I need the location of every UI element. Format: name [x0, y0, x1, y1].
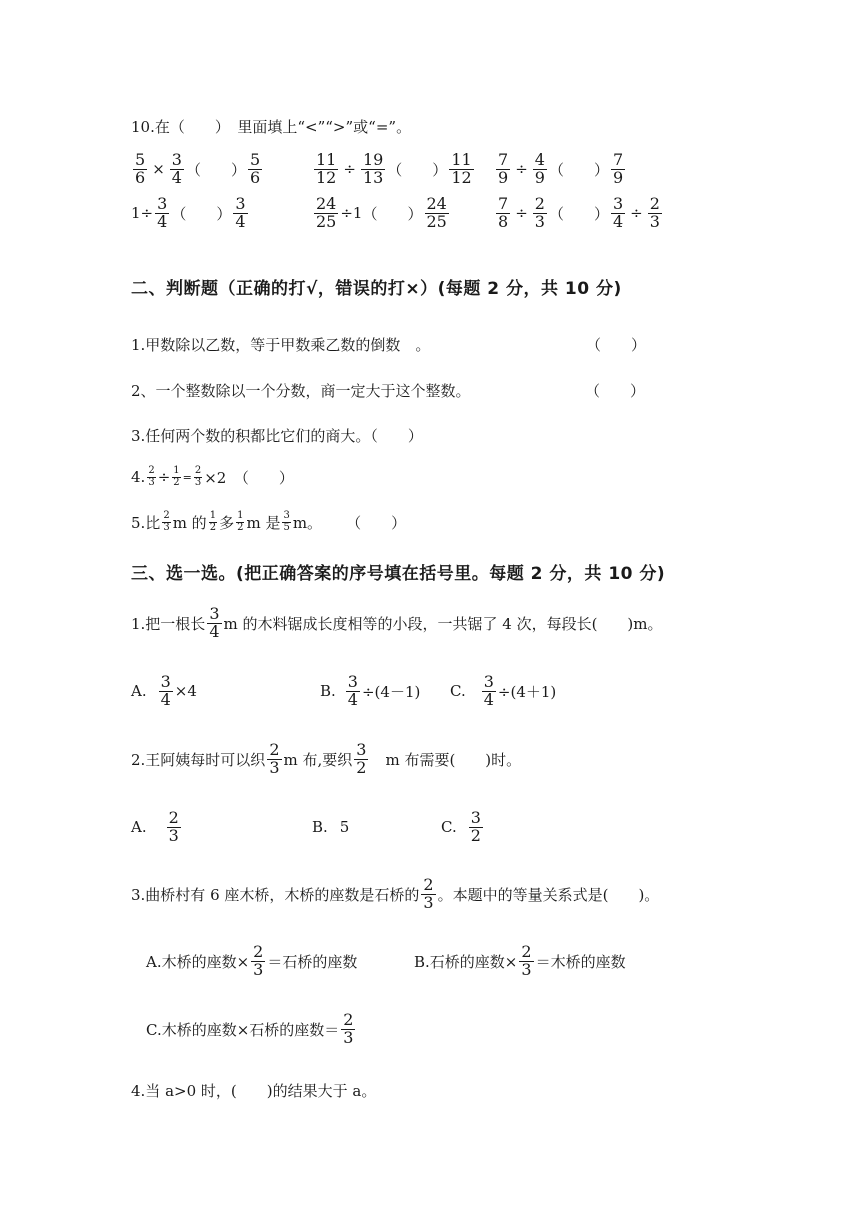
fraction: $\frac{19}{13}$ — [362, 150, 384, 187]
choice-q1: 1.把一根长 $\frac{3}{4}$ m 的木料锯成长度相等的小段，一共锯了 4 次，每段长( )m。 — [131, 604, 663, 641]
choice-q1-option-b[interactable]: B. $\frac{3}{4}$ ÷(4－1) — [320, 672, 421, 709]
choice-q2-option-b[interactable]: B. 5 — [312, 818, 350, 836]
fraction: $\frac{5}{6}$ — [249, 150, 261, 187]
fraction: $\frac{24}{25}$ — [316, 194, 337, 231]
judge-q2-blank[interactable]: （ ） — [585, 382, 646, 400]
judge-q4: 4. $\frac{2}{3}$ ÷ $\frac{1}{2}$ = $\frac{2}{3}$ ×2 （ ） — [131, 465, 294, 488]
q10-row1-item1: $\frac{5}{6}$ × $\frac{3}{4}$ （ ） $\frac{5}{6}$ — [135, 150, 261, 187]
choice-q3: 3.曲桥村有 6 座木桥，木桥的座数是石桥的 $\frac{2}{3}$ 。本题中的等量关系式是( )。 — [131, 875, 660, 912]
fraction: $\frac{7}{9}$ — [498, 150, 509, 187]
answer-blank[interactable]: （ ） — [548, 160, 609, 179]
choice-q2-option-c[interactable]: C. $\frac{3}{2}$ — [441, 808, 481, 845]
fraction: $\frac{2}{3}$ — [194, 465, 202, 488]
judge-q2: 2、一个整数除以一个分数，商一定大于这个整数。 — [131, 382, 471, 400]
fraction: $\frac{3}{4}$ — [347, 672, 358, 709]
section2-heading: 二、判断题（正确的打√，错误的打×）(每题 2 分，共 10 分) — [131, 279, 622, 299]
choice-q2: 2.王阿姨每时可以织 $\frac{2}{3}$ m 布,要织 $\frac{3}{2}$ m 布需要( )时。 — [131, 740, 522, 777]
fraction: $\frac{1}{2}$ — [209, 510, 217, 533]
fraction: $\frac{4}{9}$ — [534, 150, 545, 187]
fraction: $\frac{2}{3}$ — [269, 740, 280, 777]
fraction: $\frac{5}{6}$ — [135, 150, 146, 187]
judge-q5: 5.比 $\frac{2}{3}$ m 的 $\frac{1}{2}$ 多 $\frac{1}{2}$ m 是 $\frac{3}{5}$ m。 （ ） — [131, 510, 407, 533]
judge-q3: 3.任何两个数的积都比它们的商大。（ ） — [131, 427, 423, 445]
fraction: $\frac{3}{4}$ — [235, 194, 246, 231]
fraction: $\frac{2}{3}$ — [148, 465, 155, 488]
fraction: $\frac{24}{25}$ — [426, 194, 447, 231]
fraction: $\frac{11}{12}$ — [451, 150, 472, 187]
fraction: $\frac{3}{4}$ — [209, 604, 220, 641]
answer-blank[interactable]: （ ） — [346, 513, 407, 532]
judge-q1-blank[interactable]: （ ） — [586, 336, 647, 354]
fraction: $\frac{2}{3}$ — [423, 875, 434, 912]
choice-q1-option-c[interactable]: C. $\frac{3}{4}$ ÷(4＋1) — [450, 672, 557, 709]
fraction: $\frac{7}{9}$ — [612, 150, 624, 187]
fraction: $\frac{3}{4}$ — [157, 194, 168, 231]
fraction: $\frac{2}{3}$ — [534, 194, 545, 231]
choice-q4: 4.当 a>0 时，( )的结果大于 a。 — [131, 1082, 377, 1100]
answer-blank[interactable]: （ ） — [548, 204, 609, 223]
choice-q3-option-b[interactable]: B.石桥的座数× $\frac{2}{3}$ ＝木桥的座数 — [414, 942, 626, 979]
judge-q1: 1.甲数除以乙数，等于甲数乘乙数的倒数 。 — [131, 336, 431, 354]
fraction: $\frac{11}{12}$ — [316, 150, 337, 187]
fraction: $\frac{3}{4}$ — [612, 194, 624, 231]
fraction: $\frac{3}{4}$ — [160, 672, 171, 709]
q10-row1-item2: $\frac{11}{12}$ ÷ $\frac{19}{13}$ （ ） $\frac{11}{12}$ — [316, 150, 472, 187]
fraction: $\frac{2}{3}$ — [343, 1010, 354, 1047]
q10-row1-item3: $\frac{7}{9}$ ÷ $\frac{4}{9}$ （ ） $\frac{7}{9}$ — [498, 150, 624, 187]
fraction: $\frac{2}{3}$ — [168, 808, 179, 845]
choice-q3-option-a[interactable]: A.木桥的座数× $\frac{2}{3}$ ＝石桥的座数 — [146, 942, 358, 979]
fraction: $\frac{2}{3}$ — [253, 942, 264, 979]
answer-blank[interactable]: （ ） — [387, 160, 448, 179]
fraction: $\frac{3}{4}$ — [171, 150, 182, 187]
fraction: $\frac{3}{2}$ — [470, 808, 481, 845]
fraction: $\frac{3}{4}$ — [483, 672, 494, 709]
fraction: $\frac{2}{3}$ — [521, 942, 532, 979]
fraction: $\frac{2}{3}$ — [649, 194, 660, 231]
answer-blank[interactable]: （ ） — [185, 160, 246, 179]
q10-row2-item3: $\frac{7}{8}$ ÷ $\frac{2}{3}$ （ ） $\frac{3}{4}$ ÷ $\frac{2}{3}$ — [498, 194, 660, 231]
choice-q3-option-c[interactable]: C.木桥的座数×石桥的座数＝ $\frac{2}{3}$ — [146, 1010, 354, 1047]
q10-row2-item2: $\frac{24}{25}$ ÷1 （ ） $\frac{24}{25}$ — [316, 194, 447, 231]
fraction: $\frac{7}{8}$ — [498, 194, 509, 231]
q10-row2-item1: 1÷ $\frac{3}{4}$ （ ） $\frac{3}{4}$ — [131, 194, 246, 231]
q10-title: 10.在（ ） 里面填上“<”“>”或“=”。 — [131, 118, 412, 136]
answer-blank[interactable]: （ ） — [362, 204, 423, 223]
fraction: $\frac{3}{5}$ — [283, 510, 290, 533]
section3-heading: 三、选一选。(把正确答案的序号填在括号里。每题 2 分，共 10 分) — [131, 564, 666, 584]
choice-q2-option-a[interactable]: A. $\frac{2}{3}$ — [131, 808, 179, 845]
answer-blank[interactable]: （ ） — [171, 204, 232, 223]
fraction: $\frac{1}{2}$ — [237, 510, 244, 533]
choice-q1-option-a[interactable]: A. $\frac{3}{4}$ ×4 — [131, 672, 197, 709]
fraction: $\frac{1}{2}$ — [173, 465, 180, 488]
fraction: $\frac{2}{3}$ — [163, 510, 170, 533]
fraction: $\frac{3}{2}$ — [356, 740, 367, 777]
